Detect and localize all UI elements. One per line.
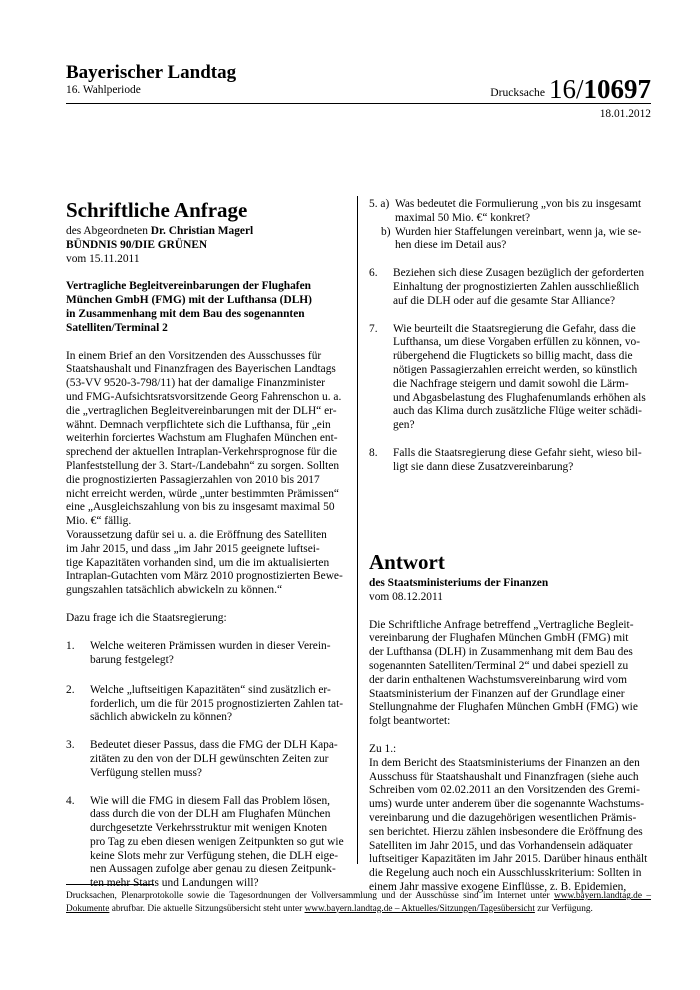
question-line: barung festgelegt? [90,653,174,666]
text-line: folgt beantwortet: [369,715,451,728]
drucksache-label: Drucksache [490,86,545,99]
footer-link-tagesuebersicht[interactable]: www.bayern.landtag.de – Aktuelles/Sitzungen/Tagesübersicht [304,903,535,914]
antwort-title: Antwort [369,550,445,574]
question-line: Wurden hier Staffelungen vereinbart, wenn ja, wie se- [395,225,642,238]
question-2 [66,684,344,725]
text-line: der Lufthansa (DLH) in Zusammenhang mit dem Bau des [369,646,633,659]
question-5a [369,198,651,226]
antwort-date: vom 08.12.2011 [369,590,443,603]
question-line: Falls die Staatsregierung diese Gefahr sieht, wieso bil- [393,446,642,459]
anfrage-subject [66,280,344,335]
question-line: ligt sie dann diese Zusatzvereinbarung? [393,460,574,473]
drucksache-number [490,76,651,103]
text-line: Planfeststellung der 3. Start-/Landebahn“ zu sorgen. Sollten [66,459,340,472]
subject-line: Satelliten/Terminal 2 [66,321,168,334]
subject-line: München GmbH (FMG) mit der Lufthansa (DLH) [66,294,312,307]
text-line: Staatshaushalt und Finanzfragen des Bayerischen Landtags [66,363,336,376]
question-line: und Abgasbelastung des Flughafenumlands erhöhen als [393,391,646,404]
antwort-ministry: des Staatsministeriums der Finanzen [369,577,549,589]
anfrage-date: vom 15.11.2011 [66,252,140,265]
question-line: nen Aussagen zufolge aber genau zu diesen Zeitpunk- [90,863,336,876]
anfrage-intro [66,350,344,598]
question-line: Welche „luftseitigen Kapazitäten“ sind zusätzlich er- [90,683,331,696]
question-line: Bedeutet dieser Passus, dass die FMG der DLH Kapa- [90,739,338,752]
right-column [369,198,651,475]
question-line: Wie will die FMG in diesem Fall das Problem lösen, [90,794,330,807]
question-lead: Dazu frage ich die Staatsregierung: [66,611,227,624]
text-line: Staatsministerium der Finanzen auf der Grundlage einer [369,687,625,700]
question-number: 7. [369,322,378,335]
text-line: vereinbarung der Flughafen München GmbH (FMG) mit [369,632,629,645]
footer-rule [66,884,154,885]
question-3 [66,739,344,780]
column-divider [357,196,358,864]
text-line: Schreiben vom 02.02.2011 an den Vorsitzenden des Gremi- [369,784,640,797]
zu1-text [369,757,651,895]
author-party: BÜNDNIS 90/DIE GRÜNEN [66,238,208,251]
text-line: eine „Ausgleichszahlung von bis zu insgesamt maximal 50 [66,501,335,514]
question-number: 1. [66,639,75,652]
footer-text: zur Verfügung. [534,903,593,914]
anfrage-title: Schriftliche Anfrage [66,198,248,222]
text-line: die „vertraglichen Begleitvereinbarungen mit der DLH“ er- [66,404,337,417]
zu1-label: Zu 1.: [369,742,397,755]
question-line: Lufthansa, um diese Vorgaben erfüllen zu können, vo- [393,336,641,349]
text-line: die Regelung auch noch ein Ausschlusskriterium: Sollten in [369,867,642,880]
question-number: 2. [66,683,75,696]
question-line: maximal 50 Mio. €“ konkret? [395,211,531,224]
left-column [66,198,344,891]
text-line: Stellungnahme der Flughafen München GmbH (FMG) wie [369,701,638,714]
text-line: In einem Brief an den Vorsitzenden des Ausschusses für [66,349,322,362]
text-line: nicht erreicht werden, würde „unter bestimmten Prämissen“ [66,487,339,500]
question-line: sächlich abwickeln zu können? [90,711,233,724]
footer-link-dokumente[interactable]: www.bayern.landtag.de – Dokumente [66,891,651,914]
text-line: weiterhin forciertes Wachstum am Flughafen München ent- [66,432,338,445]
footer-text: abrufbar. Die aktuelle Sitzungsübersicht steht unter [109,903,305,914]
question-line: Beziehen sich diese Zusagen bezüglich der geforderten [393,267,645,280]
text-line: Ausschuss für Staatshaushalt und Finanzfragen (siehe auch [369,770,639,783]
question-number: b) [381,225,391,238]
question-line: durchgesetzte Verkehrsstruktur mit wenigen Knoten [90,822,328,835]
footer-text: Drucksachen, Plenarprotokolle sowie die Tagesordnungen der Vollversammlung und der Ausschüsse sind im Internet unter [66,891,555,901]
question-line: Welche weiteren Prämissen wurden in dieser Verein- [90,639,331,652]
antwort-intro [369,619,651,729]
text-line: Intraplan-Gutachten vom März 2010 prognostizierten Bewe- [66,570,343,583]
text-line: im Jahr 2015, und dass „im Jahr 2015 geeignete luftsei- [66,542,320,555]
footer-note [66,890,651,915]
document-date: 18.01.2012 [599,108,651,120]
text-line: einem Jahr massive exogene Einflüsse, z. B. Epidemien, [369,880,627,893]
text-line: tige Kapazitäten vorhanden sind, um die im aktualisierten [66,556,330,569]
text-line: In dem Bericht des Staatsministeriums der Finanzen an den [369,756,640,769]
drucksache-prefix: 16/ [548,74,584,104]
question-8 [369,447,651,475]
question-line: auf die DLH oder auf die gesamte Star Alliance? [393,294,616,307]
question-number: 5. a) [369,198,390,210]
question-line: die Nachfrage steigern und damit sowohl die Lärm- [393,377,629,390]
question-4 [66,795,344,892]
question-number: 8. [369,446,378,459]
institution-name: Bayerischer Landtag [66,62,237,83]
question-line: Einhaltung der prognostizierten Zahlen ausschließlich [393,280,640,293]
question-number: 3. [66,739,75,752]
subject-line: in Zusammenhang mit dem Bau des sogenannten [66,307,305,320]
anfrage-author-line [66,225,344,239]
text-line: sen berichtet. Hierzu zählen insbesondere die Eröffnung des [369,825,643,838]
text-line: Voraussetzung dafür sei u. a. die Eröffnung des Satelliten [66,528,327,541]
question-line: Verfügung stellen muss? [90,766,202,779]
author-prefix: des Abgeordneten [66,225,151,237]
election-period: 16. Wahlperiode [66,84,141,96]
question-line: Wie beurteilt die Staatsregierung die Gefahr, dass die [393,322,636,335]
question-6 [369,267,651,308]
question-number: 4. [66,794,75,807]
text-line: Satelliten im Jahr 2015, und das Vorhandensein adäquater [369,839,633,852]
question-line: forderlich, um die für 2015 prognostizierten Zahlen tat- [90,697,344,710]
antwort-section [369,550,651,895]
question-line: keine Slots mehr zur Verfügung stehen, die DLH eige- [90,849,339,862]
subject-line: Vertragliche Begleitvereinbarungen der Flughafen [66,280,311,293]
question-line: gen? [393,419,415,432]
question-7 [369,323,651,433]
question-line: hen diese im Detail aus? [395,239,507,252]
text-line: (53-VV 9520-3-798/11) hat der damalige Finanzminister [66,377,326,390]
text-line: luftseitiger Kapazitäten im Jahr 2015. Darüber hinaus enthält [369,853,648,866]
text-line: gungszahlen tatsächlich abwickeln zu können.“ [66,584,283,597]
text-line: und FMG-Aufsichtsratsvorsitzende Georg Fahrenschon u. a. [66,390,342,403]
question-number: 6. [369,267,378,280]
question-5b [369,226,651,254]
question-line: dass durch die von der DLH am Flughafen München [90,808,331,821]
question-line: nötigen Passagierzahlen erreicht werden, so künstlich [393,363,638,376]
question-1 [66,640,344,670]
text-line: ums) wurde unter anderem über die sogenannte Wachstums- [369,798,645,811]
question-line: Was bedeutet die Formulierung „von bis zu insgesamt [395,198,642,210]
question-line: zitäten zu den von der DLH gewünschten Zeiten zur [90,752,329,765]
text-line: Die Schriftliche Anfrage betreffend „Vertragliche Begleit- [369,618,634,631]
header-rule [66,103,651,104]
question-line: rübergehend die Flugtickets so billig macht, dass die [393,350,633,363]
text-line: sogenannten Satelliten/Terminal 2“ und dabei speziell zu [369,659,629,672]
text-line: vereinbarung und die dazugehörigen wesentlichen Prämis- [369,811,637,824]
text-line: die prognostizierten Passagierzahlen von 2010 bis 2017 [66,473,320,486]
text-line: wähnt. Demnach verpflichtete sich die Lufthansa, für „ein [66,418,331,431]
text-line: Mio. €“ fällig. [66,515,132,528]
question-line: auch das Klima durch zusätzliche Flüge weiter schädi- [393,405,642,418]
question-line: ten mehr Starts und Landungen will? [90,877,259,890]
question-line: pro Tag zu eben diesen wenigen Zeitpunkten so gut wie [90,835,344,848]
drucksache-value: 10697 [583,74,651,104]
text-line: der darin enthaltenen Wachstumsvereinbarung wird vom [369,673,627,686]
text-line: sprechend der aktuellen Intraplan-Verkehrsprognose für die [66,446,338,459]
author-name: Dr. Christian Magerl [150,225,254,237]
